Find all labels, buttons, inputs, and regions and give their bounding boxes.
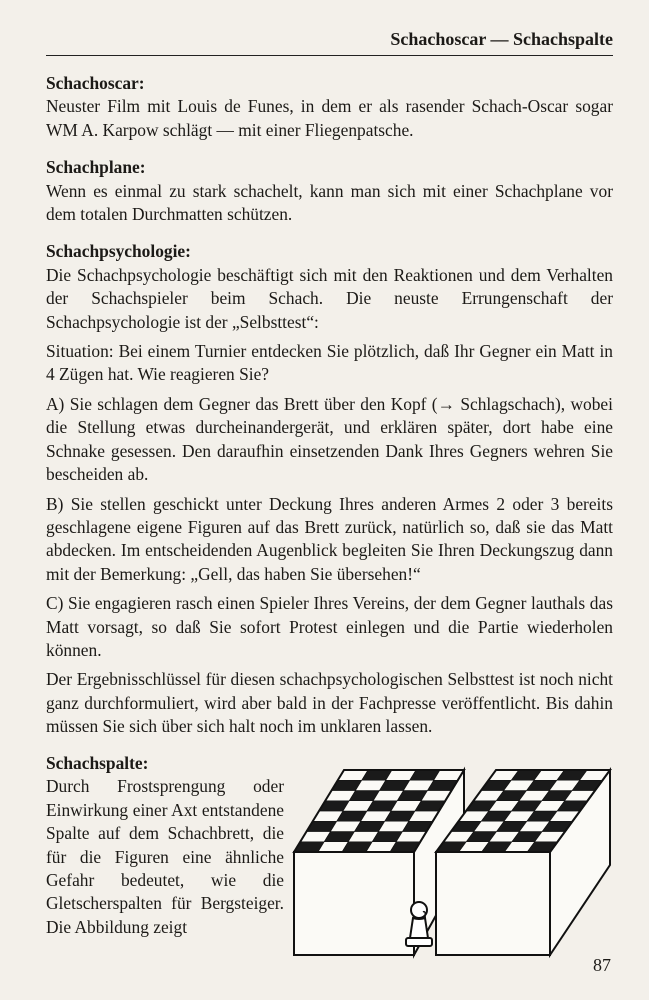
entry-paragraph: Neuster Film mit Louis de Funes, in dem er als rasender Schach-Oscar sogar WM A. Karpow schlägt — mit einer Fliegenpatsche. <box>46 96 613 140</box>
entries-column <box>46 72 613 753</box>
entry-term: Schachplane: <box>46 157 146 178</box>
split-chessboard-illustration <box>288 760 616 960</box>
split-chessboard-with-pawn-icon <box>288 760 616 960</box>
running-header: Schachoscar — Schachspalte <box>390 29 613 49</box>
page-number: 87 <box>593 955 611 975</box>
entry-paragraph: Situation: Bei einem Turnier entdecken Sie plötzlich, daß Ihr Gegner ein Matt in 4 Zügen hat. Wie reagieren Sie? <box>46 341 613 385</box>
entry-schachplane <box>46 156 613 226</box>
entry-paragraph: C) Sie engagieren rasch einen Spieler Ihres Vereins, der dem Gegner lauthals das Matt vorsagt, so daß Sie sofort Protest einlegen und die Partie wiederholen können. <box>46 593 613 660</box>
entry-paragraph: Wenn es einmal zu stark schachelt, kann man sich mit einer Schachplane vor dem totalen Durchmatten schützen. <box>46 180 613 225</box>
entry-paragraph: A) Sie schlagen dem Gegner das Brett über den Kopf (→ Schlagschach), wobei die Stellung etwas durcheinandergerät, und erklären später, dort habe eine Schnake gesessen. Den daraufhin einsetzenden Dank Ihres Gegners wehren Sie bescheiden ab. <box>46 393 613 485</box>
entry-paragraph: Die Schachpsychologie beschäftigt sich mit den Reaktionen und dem Verhalten der Schachspieler beim Schach. Die neuste Errungenschaft der Schachpsychologie ist der „Selbsttest“: <box>46 264 613 332</box>
entry-term: Schachoscar: <box>46 73 145 93</box>
entry-schachspalte <box>46 752 284 945</box>
entry-term: Schachspalte: <box>46 753 149 773</box>
entry-schachoscar <box>46 72 613 142</box>
entry-paragraph: Durch Frostsprengung oder Einwirkung einer Axt entstandene Spalte auf dem Schachbrett, die für die Figuren eine ähnliche Gefahr bedeutet, wie die Gletscherspalten für Bergsteiger. Die Abbildung zeigt <box>46 776 284 937</box>
header-rule <box>46 55 613 56</box>
entry-paragraph: B) Sie stellen geschickt unter Deckung Ihres anderen Armes 2 oder 3 bereits geschlagene eigene Figuren auf das Brett zurück, natürlich so, daß sie das Matt abdecken. Im entscheidenden Augenblick begleiten Sie Ihren Deckungszug dann mit der Bemerkung: „Gell, das haben Sie übersehen!“ <box>46 493 613 584</box>
entry-paragraph: Der Ergebnisschlüssel für diesen schachpsychologischen Selbsttest ist noch nicht ganz durchformuliert, wird aber bald in der Fachpresse veröffentlicht. Bis dahin müssen Sie sich über sich halt noch im unklaren lassen. <box>46 669 613 737</box>
entry-schachpsychologie <box>46 240 613 738</box>
entry-term: Schachpsychologie: <box>46 241 191 262</box>
